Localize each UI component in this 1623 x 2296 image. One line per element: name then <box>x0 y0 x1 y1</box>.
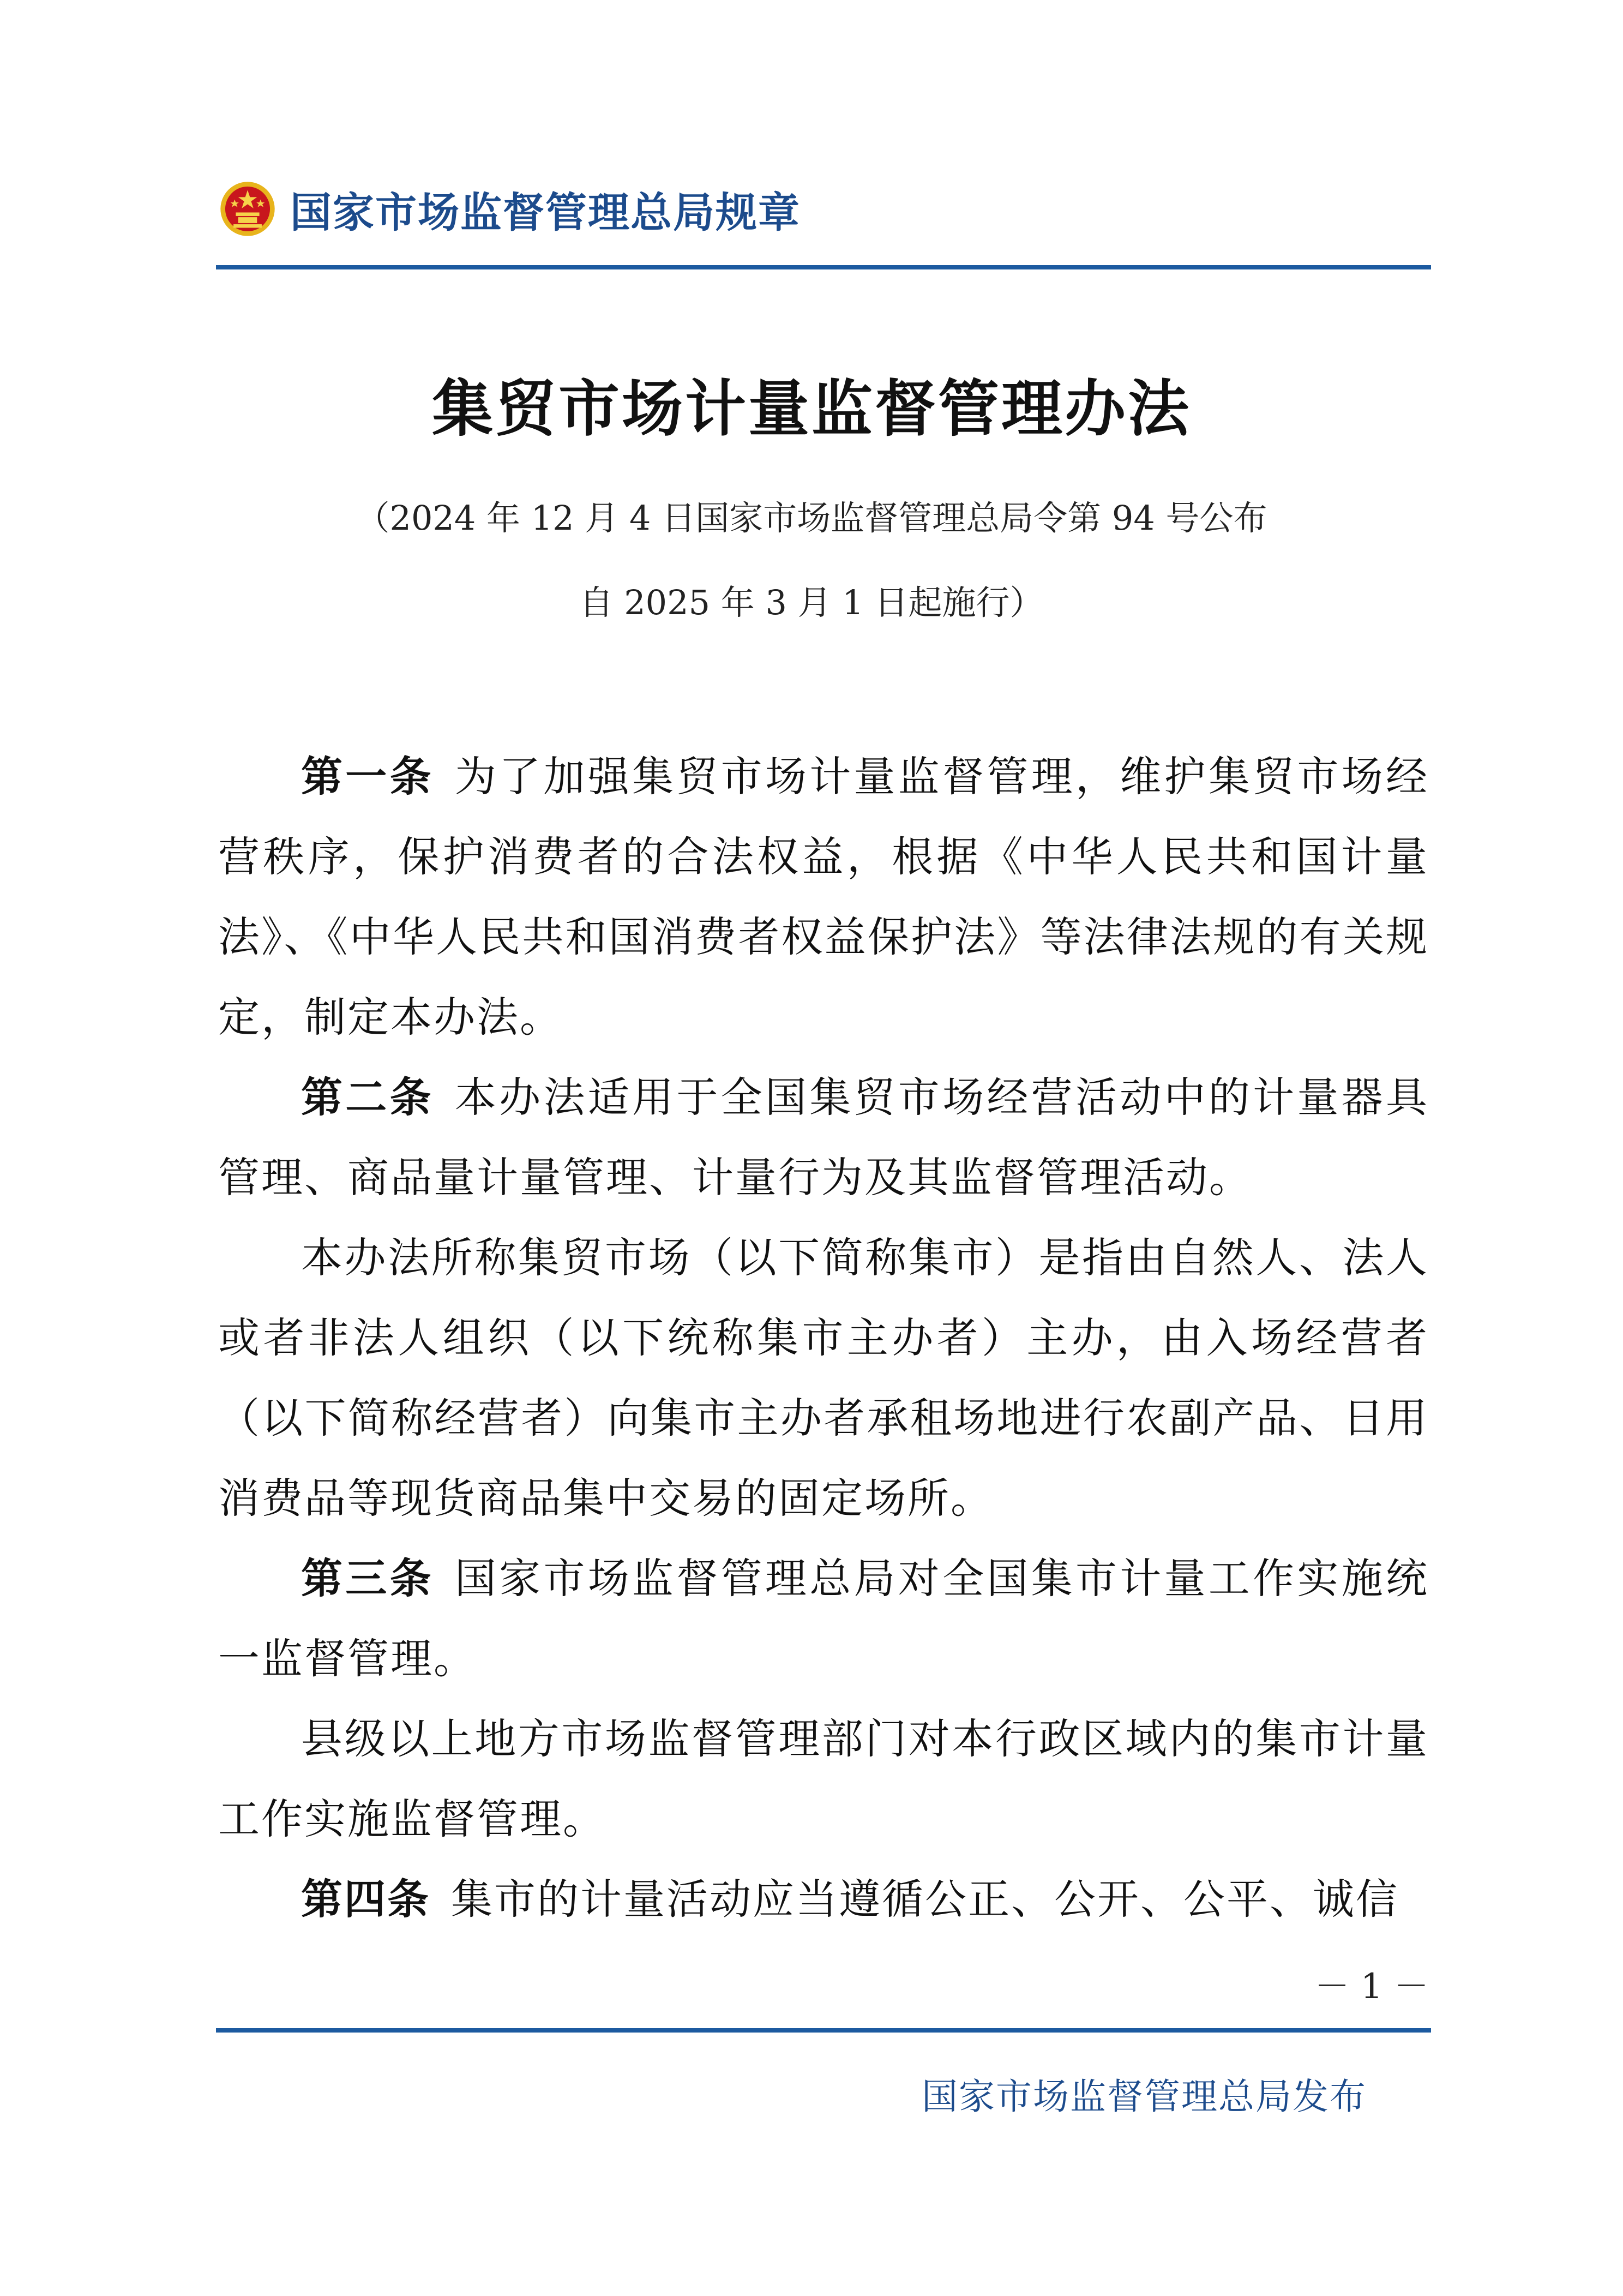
document-title: 集贸市场计量监督管理办法 <box>432 374 1191 445</box>
article-number: 第二条 <box>301 1073 434 1122</box>
paragraph-text: 县级以上地方市场监督管理部门对本行政区域内的集市计量工作实施监督管理。 <box>218 1714 1429 1843</box>
header <box>218 173 801 244</box>
promulgation-note-line1: （2024 年 12 月 4 日国家市场监督管理总局令第 94 号公布 <box>356 498 1267 538</box>
header-divider <box>216 265 1431 269</box>
article-number: 第四条 <box>301 1875 430 1923</box>
document-body <box>218 736 1429 1939</box>
paragraph <box>218 736 1429 1057</box>
paragraph-text: 集市的计量活动应当遵循公正、公开、公平、诚信 <box>451 1875 1399 1923</box>
page-number: － 1 － <box>1314 1967 1429 2007</box>
article-number: 第三条 <box>301 1554 434 1603</box>
paragraph-text: 为了加强集贸市场计量监督管理，维护集贸市场经营秩序，保护消费者的合法权益，根据《中华人民共和国计量法》、《中华人民共和国消费者权益保护法》等法律法规的有关规定，制定本办法。 <box>218 752 1429 1041</box>
paragraph-text: 本办法所称集贸市场（以下简称集市）是指由自然人、法人或者非法人组织（以下统称集市主办者）主办，由入场经营者（以下简称经营者）向集市主办者承租场地进行农副产品、日用消费品等现货商品集中交易的固定场所。 <box>218 1233 1429 1522</box>
footer-divider <box>216 2028 1431 2033</box>
paragraph <box>218 1538 1429 1699</box>
paragraph <box>218 1057 1429 1218</box>
article-number: 第一条 <box>301 752 434 801</box>
promulgation-note-line2: 自 2025 年 3 月 1 日起施行） <box>579 583 1044 622</box>
paragraph <box>218 1218 1429 1538</box>
paragraph-text: 本办法适用于全国集贸市场经营活动中的计量器具管理、商品量计量管理、计量行为及其监督管理活动。 <box>218 1073 1429 1202</box>
national-emblem-icon <box>218 179 277 238</box>
header-title: 国家市场监督管理总局规章 <box>290 188 801 237</box>
paragraph <box>218 1699 1429 1859</box>
paragraph <box>218 1859 1429 1939</box>
paragraph-text: 国家市场监督管理总局对全国集市计量工作实施统一监督管理。 <box>218 1554 1429 1683</box>
footer-publisher: 国家市场监督管理总局发布 <box>922 2076 1367 2118</box>
